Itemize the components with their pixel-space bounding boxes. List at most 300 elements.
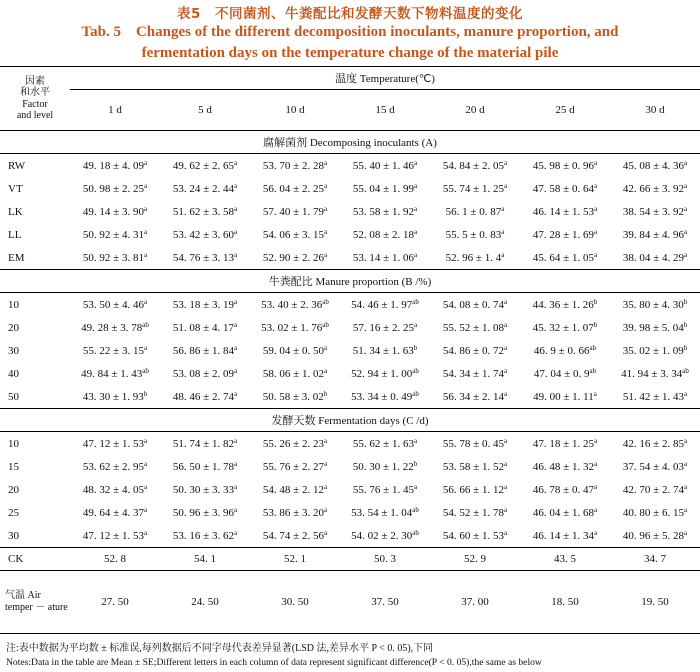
significance-letter: a [323,459,328,468]
mean-se-value: 55. 40 ± 1. 46 [352,159,414,172]
significance-letter: ab [682,366,689,375]
mean-se-value: 53. 54 ± 1. 04 [351,506,413,519]
value-cell [430,478,520,501]
mean-se-value: 54. 76 ± 3. 13 [172,251,234,264]
value-cell [70,524,160,548]
mean-se-value: 54. 02 ± 2. 30 [351,529,413,542]
mean-se-value: 51. 62 ± 3. 58 [172,205,234,218]
mean-se-value: 49. 84 ± 1. 43 [81,367,143,380]
row-label: 15 [8,460,19,473]
significance-letter: a [323,482,328,491]
table-row [0,385,700,409]
day-header: 30 d [610,90,700,131]
value-cell [610,524,700,548]
mean-se-value: 53. 50 ± 4. 46 [82,298,144,311]
significance-letter: a [233,320,238,329]
mean-se-value: 48. 46 ± 2. 74 [172,390,234,403]
value-cell [610,455,700,478]
value-cell [250,362,340,385]
mean-se-value: 39. 84 ± 4. 96 [622,228,684,241]
significance-letter: a [413,482,418,491]
mean-se-value: 50. 30 ± 3. 33 [172,483,234,496]
row-label: 20 [8,321,19,334]
mean-se-value: 49. 62 ± 2. 65 [172,159,234,172]
mean-se-value: 55. 76 ± 1. 45 [352,483,414,496]
significance-letter: a [143,482,148,491]
row-label: 20 [8,483,19,496]
air-temperature-value: 24. 50 [160,571,250,634]
significance-letter: a [233,297,238,306]
value-cell [520,455,610,478]
value-cell [340,385,430,409]
significance-letter: b [323,389,328,398]
mean-se-value: 56. 34 ± 2. 14 [442,390,504,403]
significance-letter: a [593,250,598,259]
significance-letter: a [143,528,148,537]
value-cell [430,524,520,548]
factor-header-zh: 因素 [25,75,45,87]
table-row [0,177,700,200]
mean-se-value: 51. 34 ± 1. 63 [352,344,414,357]
value-cell [340,246,430,270]
value-cell [340,316,430,339]
value-cell [160,432,250,456]
significance-letter: ab [412,505,419,514]
value-cell [610,362,700,385]
significance-letter: ab [412,389,419,398]
mean-se-value: 38. 54 ± 3. 92 [622,205,684,218]
significance-letter: a [143,204,148,213]
value-cell [70,455,160,478]
mean-se-value: 53. 16 ± 3. 62 [172,529,234,542]
mean-se-value: 52. 96 ± 1. 4 [445,251,502,264]
mean-se-value: 53. 02 ± 1. 76 [261,321,323,334]
table-title-en-line1: Tab. 5 Changes of the different decomposition inoculants, manure proportion, and [81,24,619,40]
significance-letter: a [323,227,328,236]
significance-letter: a [143,505,148,514]
significance-letter: a [593,505,598,514]
mean-se-value: 42. 16 ± 2. 85 [622,437,684,450]
significance-letter: a [503,482,508,491]
mean-se-value: 38. 04 ± 4. 29 [622,251,684,264]
day-header: 20 d [430,90,520,131]
mean-se-value: 47. 58 ± 0. 64 [532,182,594,195]
mean-se-value: 53. 42 ± 3. 60 [172,228,234,241]
mean-se-value: 53. 58 ± 1. 52 [442,460,504,473]
value-cell [430,316,520,339]
mean-se-value: 42. 66 ± 3. 92 [622,182,684,195]
mean-se-value: 50. 96 ± 3. 96 [172,506,234,519]
significance-letter: b [143,389,148,398]
value-cell [340,339,430,362]
factor-header-en: Factor [22,98,48,110]
mean-se-value: 48. 32 ± 4. 05 [82,483,144,496]
table-row [0,154,700,178]
value-cell [250,177,340,200]
mean-se-value: 45. 08 ± 4. 36 [622,159,684,172]
significance-letter: a [143,343,148,352]
mean-se-value: 51. 42 ± 1. 43 [622,390,684,403]
significance-letter: a [593,528,598,537]
value-cell [610,316,700,339]
mean-se-value: 55. 26 ± 2. 23 [262,437,324,450]
value-cell [250,316,340,339]
value-cell [70,362,160,385]
mean-se-value: 54. 52 ± 1. 78 [442,506,504,519]
value-cell [160,455,250,478]
significance-letter: a [683,158,688,167]
significance-letter: a [593,459,598,468]
significance-letter: a [233,505,238,514]
mean-se-value: 47. 18 ± 1. 25 [532,437,594,450]
value-cell [70,154,160,178]
day-header: 15 d [340,90,430,131]
mean-se-value: 54. 60 ± 1. 53 [442,529,504,542]
value-cell [520,223,610,246]
mean-se-value: 55. 22 ± 3. 15 [82,344,144,357]
significance-letter: b [593,297,598,306]
significance-letter: a [413,320,418,329]
section-title: 发酵天数 Fermentation days (C /d) [0,409,700,432]
significance-letter: a [503,343,508,352]
significance-letter: a [233,227,238,236]
value-cell [430,177,520,200]
value-cell [520,154,610,178]
value-cell [610,154,700,178]
row-label: 25 [8,506,19,519]
significance-letter: a [233,389,238,398]
value-cell [250,524,340,548]
value-cell [160,177,250,200]
section-header-row [0,409,700,432]
value-cell [340,200,430,223]
value-cell [250,200,340,223]
mean-se-value: 56. 86 ± 1. 84 [172,344,234,357]
significance-letter: a [233,436,238,445]
value-cell [70,223,160,246]
significance-letter: a [593,436,598,445]
value-cell [520,293,610,317]
factor-header-en2: and level [16,110,54,121]
ck-value: 34. 7 [610,548,700,571]
factor-header [0,67,70,131]
mean-se-value: 50. 98 ± 2. 25 [82,182,144,195]
significance-letter: a [593,204,598,213]
significance-letter: b [413,459,418,468]
value-cell [250,246,340,270]
mean-se-value: 53. 08 ± 2. 09 [172,367,234,380]
mean-se-value: 35. 02 ± 1. 09 [622,344,684,357]
significance-letter: a [143,227,148,236]
mean-se-value: 41. 94 ± 3. 34 [621,367,683,380]
table-row [0,316,700,339]
mean-se-value: 57. 16 ± 2. 25 [352,321,414,334]
significance-letter: a [143,297,148,306]
significance-letter: a [683,436,688,445]
mean-se-value: 46. 14 ± 1. 34 [532,529,594,542]
significance-letter: a [683,181,688,190]
value-cell [340,223,430,246]
value-cell [610,478,700,501]
table-row [0,501,700,524]
mean-se-value: 46. 78 ± 0. 47 [532,483,594,496]
day-header: 1 d [70,90,160,131]
section-header-row [0,131,700,154]
table-title-en [0,22,700,64]
mean-se-value: 43. 30 ± 1. 93 [82,390,144,403]
value-cell [610,246,700,270]
mean-se-value: 50. 58 ± 3. 02 [262,390,324,403]
ck-value: 54. 1 [160,548,250,571]
value-cell [520,200,610,223]
mean-se-value: 58. 06 ± 1. 02 [262,367,324,380]
value-cell [70,501,160,524]
mean-se-value: 54. 74 ± 2. 56 [262,529,324,542]
value-cell [430,154,520,178]
temperature-header: 温度 Temperature(℃) [70,67,700,90]
value-cell [610,501,700,524]
value-cell [160,293,250,317]
value-cell [610,293,700,317]
significance-letter: a [503,297,508,306]
value-cell [340,432,430,456]
table-row [0,478,700,501]
value-cell [430,501,520,524]
significance-letter: a [683,227,688,236]
value-cell [70,246,160,270]
value-cell [250,455,340,478]
row-label: 50 [0,385,70,409]
significance-letter: a [143,181,148,190]
significance-letter: a [233,528,238,537]
significance-letter: a [683,204,688,213]
significance-letter: a [413,436,418,445]
significance-letter: a [233,459,238,468]
value-cell [160,246,250,270]
value-cell [430,246,520,270]
significance-letter: a [323,204,328,213]
significance-letter: ab [322,297,329,306]
value-cell [70,339,160,362]
day-header: 25 d [520,90,610,131]
significance-letter: a [323,343,328,352]
significance-letter: ab [412,297,419,306]
value-cell [160,200,250,223]
significance-letter: a [593,181,598,190]
table-title-zh: 表5 不同菌剂、牛粪配比和发酵天数下物料温度的变化 [177,6,523,22]
value-cell [610,385,700,409]
significance-letter: a [233,181,238,190]
mean-se-value: 54. 06 ± 3. 15 [262,228,324,241]
row-label: EM [0,246,70,270]
value-cell [160,316,250,339]
significance-letter: a [503,528,508,537]
significance-letter: a [413,227,418,236]
mean-se-value: 53. 70 ± 2. 28 [262,159,324,172]
mean-se-value: 51. 74 ± 1. 82 [172,437,234,450]
significance-letter: ab [412,366,419,375]
mean-se-value: 49. 14 ± 3. 90 [82,205,144,218]
value-cell [70,432,160,456]
significance-letter: b [593,320,598,329]
significance-letter: a [413,181,418,190]
mean-se-value: 45. 98 ± 0. 96 [532,159,594,172]
mean-se-value: 52. 94 ± 1. 00 [351,367,413,380]
mean-se-value: 56. 1 ± 0. 87 [445,205,502,218]
value-cell [430,339,520,362]
significance-letter: a [501,227,505,236]
mean-se-value: 56. 50 ± 1. 78 [172,460,234,473]
row-label: 10 [8,437,19,450]
table-title-en-line2: fermentation days on the temperature change of the material pile [141,45,559,61]
mean-se-value: 53. 24 ± 2. 44 [172,182,234,195]
mean-se-value: 49. 00 ± 1. 11 [533,390,594,403]
air-temperature-value: 37. 00 [430,571,520,634]
mean-se-value: 53. 62 ± 2. 95 [82,460,144,473]
mean-se-value: 39. 98 ± 5. 04 [622,321,684,334]
mean-se-value: 55. 62 ± 1. 63 [352,437,414,450]
mean-se-value: 47. 12 ± 1. 53 [82,437,144,450]
value-cell [160,478,250,501]
mean-se-value: 56. 04 ± 2. 25 [262,182,324,195]
value-cell [520,339,610,362]
mean-se-value: 54. 84 ± 2. 05 [442,159,504,172]
row-label: 10 [8,298,19,311]
air-temperature-value: 37. 50 [340,571,430,634]
value-cell [430,432,520,456]
value-cell [340,455,430,478]
significance-letter: a [593,158,598,167]
significance-letter: a [323,158,328,167]
significance-letter: b [413,343,418,352]
value-cell [160,362,250,385]
significance-letter: ab [322,320,329,329]
value-cell [520,524,610,548]
significance-letter: a [503,320,508,329]
mean-se-value: 57. 40 ± 1. 79 [262,205,324,218]
significance-letter: a [503,459,508,468]
air-temperature-label: 气温 Air temper － ature [0,571,70,634]
air-temperature-value: 27. 50 [70,571,160,634]
value-cell [160,154,250,178]
value-cell [430,293,520,317]
mean-se-value: 50. 30 ± 1. 22 [352,460,414,473]
mean-se-value: 47. 12 ± 1. 53 [82,529,144,542]
mean-se-value: 55. 78 ± 0. 45 [442,437,504,450]
table-row [0,524,700,548]
table-row [0,339,700,362]
section-title: 腐解菌剂 Decomposing inoculants (A) [0,131,700,154]
significance-letter: a [683,528,688,537]
mean-se-value: 54. 86 ± 0. 72 [442,344,504,357]
value-cell [340,478,430,501]
mean-se-value: 52. 08 ± 2. 18 [352,228,414,241]
significance-letter: ab [589,366,597,375]
significance-letter: a [503,366,508,375]
value-cell [520,316,610,339]
value-cell [610,200,700,223]
significance-letter: a [143,459,148,468]
row-label: LL [8,228,22,241]
significance-letter: a [233,343,238,352]
mean-se-value: 37. 54 ± 4. 03 [622,460,684,473]
significance-letter: b [683,320,688,329]
mean-se-value: 55. 76 ± 2. 27 [262,460,324,473]
value-cell [250,478,340,501]
value-cell [340,293,430,317]
mean-se-value: 55. 74 ± 1. 25 [442,182,504,195]
value-cell [340,362,430,385]
table-row [0,362,700,385]
significance-letter: a [323,181,328,190]
significance-letter: a [593,227,598,236]
value-cell [520,478,610,501]
value-cell [430,223,520,246]
value-cell [70,177,160,200]
ck-value: 43. 5 [520,548,610,571]
significance-letter: a [503,158,508,167]
mean-se-value: 54. 08 ± 0. 74 [442,298,504,311]
value-cell [70,293,160,317]
table-row [0,246,700,270]
significance-letter: a [323,250,328,259]
row-label: VT [8,182,23,195]
value-cell [160,339,250,362]
mean-se-value: 47. 04 ± 0. 9 [533,367,590,380]
value-cell [430,385,520,409]
value-cell [520,177,610,200]
mean-se-value: 53. 34 ± 0. 49 [351,390,413,403]
mean-se-value: 55. 5 ± 0. 83 [445,228,502,241]
value-cell [610,339,700,362]
value-cell [340,501,430,524]
row-label: LK [8,205,23,218]
value-cell [160,524,250,548]
factor-header-zh2: 和水平 [20,87,50,98]
significance-letter: a [143,250,148,259]
significance-letter: a [503,181,508,190]
significance-letter: a [323,366,328,375]
value-cell [250,339,340,362]
value-cell [340,154,430,178]
ck-value: 52. 8 [70,548,160,571]
mean-se-value: 53. 14 ± 1. 06 [352,251,414,264]
significance-letter: a [233,482,238,491]
section-title: 牛粪配比 Manure proportion (B /%) [0,270,700,293]
value-cell [70,385,160,409]
significance-letter: a [323,436,328,445]
mean-se-value: 40. 96 ± 5. 28 [622,529,684,542]
value-cell [70,200,160,223]
significance-letter: ab [412,528,419,537]
significance-letter: b [683,343,688,352]
air-temperature-value: 19. 50 [610,571,700,634]
significance-letter: a [413,250,418,259]
mean-se-value: 46. 04 ± 1. 68 [532,506,594,519]
value-cell [430,362,520,385]
value-cell [430,455,520,478]
significance-letter: a [501,250,505,259]
significance-letter: a [233,250,238,259]
value-cell [520,432,610,456]
ck-label: CK [0,548,70,571]
mean-se-value: 59. 04 ± 0. 50 [262,344,324,357]
value-cell [250,501,340,524]
ck-value: 52. 9 [430,548,520,571]
table-row [0,293,700,317]
significance-letter: a [233,204,238,213]
significance-letter: b [683,297,688,306]
